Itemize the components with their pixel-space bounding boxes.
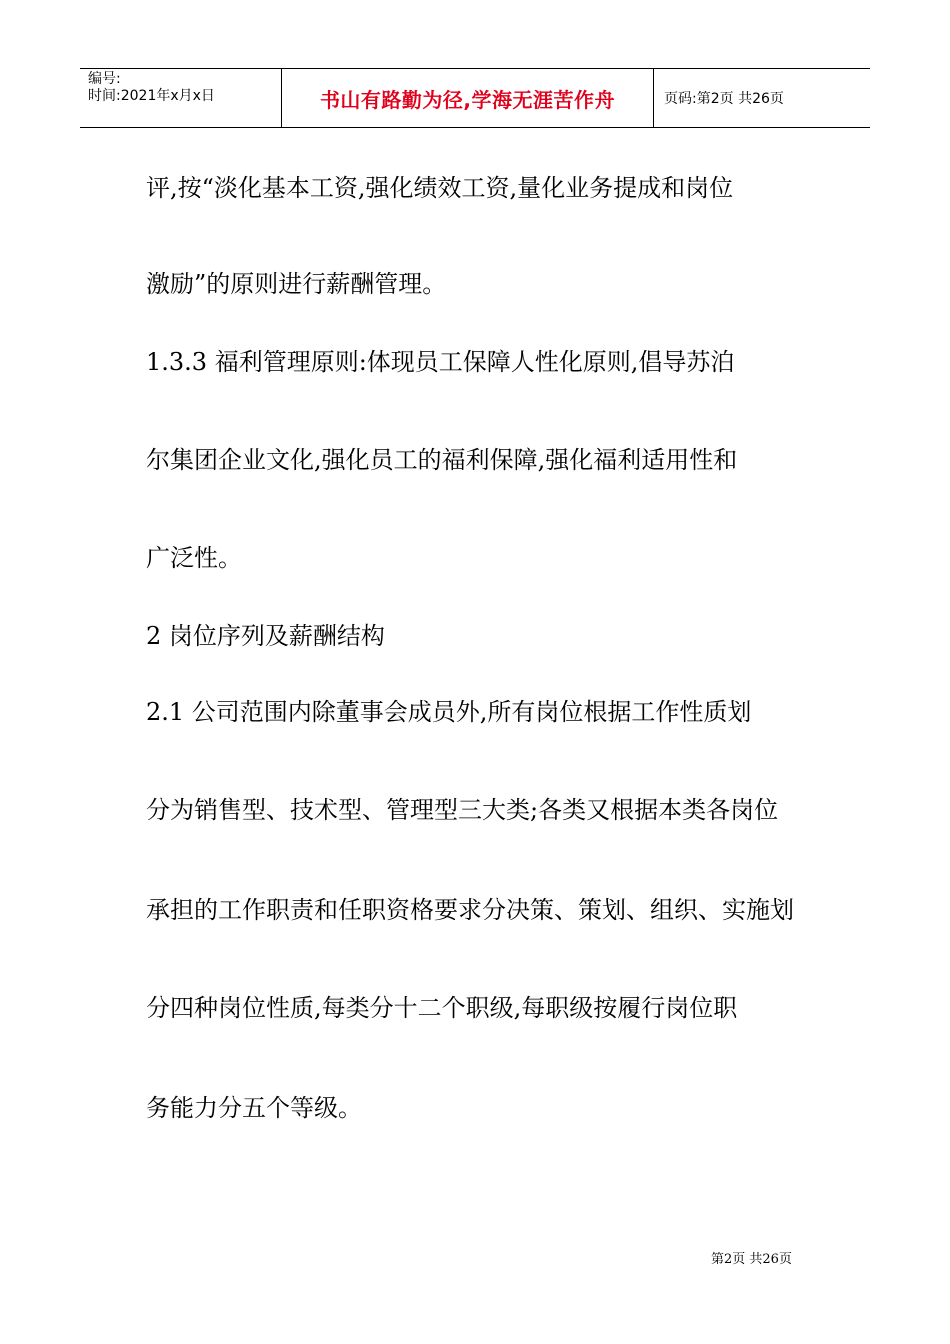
date-label: 时间:2021年x月x日 [88, 88, 215, 104]
body-line-10: 分四种岗位性质,每类分十二个职级,每职级按履行岗位职 [146, 994, 738, 1022]
serial-number-label: 编号: [88, 71, 121, 87]
body-line-4: 尔集团企业文化,强化员工的福利保障,强化福利适用性和 [146, 446, 738, 474]
body-line-8: 分为销售型、技术型、管理型三大类;各类又根据本类各岗位 [146, 796, 779, 824]
body-line-5: 广泛性。 [146, 544, 242, 572]
page-footer: 第2页 共26页 [711, 1252, 792, 1267]
section-heading: 2 岗位序列及薪酬结构 [146, 622, 385, 650]
body-line-11: 务能力分五个等级。 [146, 1094, 362, 1122]
body-line-3: 1.3.3 福利管理原则:体现员工保障人性化原则,倡导苏泊 [146, 348, 735, 376]
page-header [80, 68, 870, 128]
body-line-2: 激励”的原则进行薪酬管理。 [146, 270, 447, 298]
header-motto: 书山有路勤为径,学海无涯苦作舟 [282, 69, 654, 127]
header-page-code: 页码:第2页 共26页 [664, 91, 784, 107]
body-line-7: 2.1 公司范围内除董事会成员外,所有岗位根据工作性质划 [146, 698, 752, 726]
header-meta [80, 69, 282, 127]
body-line-9: 承担的工作职责和任职资格要求分决策、策划、组织、实施划 [146, 896, 794, 924]
body-line-1: 评,按“淡化基本工资,强化绩效工资,量化业务提成和岗位 [146, 174, 734, 202]
